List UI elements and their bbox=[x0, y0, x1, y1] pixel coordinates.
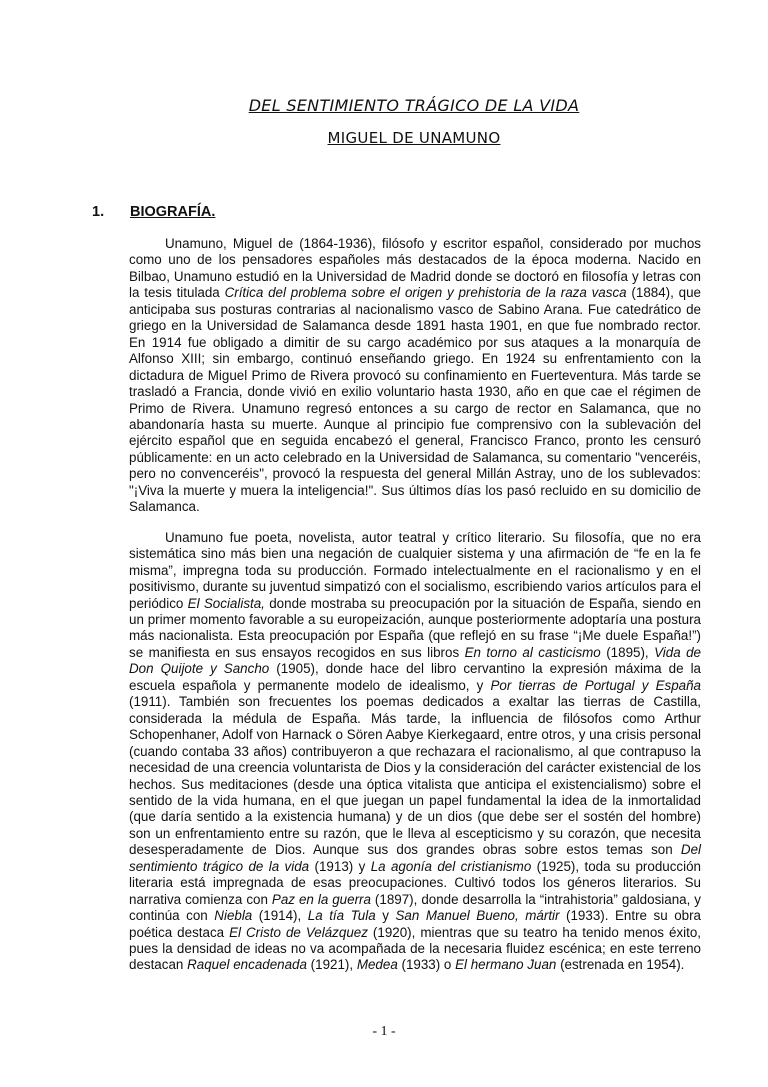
text-run: (1920), mientras que su teatro ha tenido menos éxito, pues la densidad de ideas no va acompañada de la necesaria fluidez escénica; en este terreno destacan bbox=[129, 924, 701, 973]
body-text bbox=[129, 236, 701, 988]
text-run: (1925), toda su producción literaria está impregnada de esas preocupaciones. Cultivó todos los géneros literarios. Su narrativa comienza con bbox=[129, 858, 701, 907]
italic-work-title: Del sentimiento trágico de la vida bbox=[129, 842, 701, 874]
paragraph-biography-2 bbox=[129, 530, 701, 974]
section-heading bbox=[92, 204, 215, 220]
text-run: donde mostraba su preocupación por la situación de España, siendo en un primer momento favorable a su europeización, aunque posteriormente adoptaría una postura más nacionalista. Esta preocupación por España (que reflejó en su frase “¡Me duele España!”) se manifiesta en sus ensayos recogidos en sus libros bbox=[129, 595, 701, 660]
italic-work-title: Vida de Don Quijote y Sancho bbox=[129, 644, 701, 677]
text-run: (1913) y bbox=[309, 858, 371, 874]
section-label: BIOGRAFÍA. bbox=[130, 204, 216, 220]
text-run: (estrenada en 1954). bbox=[556, 957, 685, 973]
italic-work-title: La tía Tula bbox=[307, 908, 376, 924]
text-run: Unamuno, Miguel de (1864-1936), filósofo y escritor español, considerado por muchos como uno de los pensadores españoles más destacados de la época moderna. Nacido en Bilbao, Unamuno estudió en la Universidad de Madrid donde se doctoró en filosofía y letras con la tesis titulada bbox=[129, 236, 701, 301]
italic-work-title: El hermano Juan bbox=[455, 957, 557, 973]
italic-work-title: En torno al casticismo bbox=[464, 644, 601, 660]
italic-work-title: Raquel encadenada bbox=[187, 957, 307, 973]
text-run: (1933). Entre su obra poética destaca bbox=[129, 908, 702, 940]
document-author: MIGUEL DE UNAMUNO bbox=[327, 129, 501, 147]
italic-work-title: El Socialista, bbox=[187, 595, 265, 611]
italic-work-title: El Cristo de Velázquez bbox=[229, 924, 368, 940]
italic-work-title: Por tierras de Portugal y España bbox=[490, 677, 701, 693]
italic-work-title: La agonía del cristianismo bbox=[370, 858, 532, 874]
italic-work-title: San Manuel Bueno, mártir bbox=[395, 908, 560, 924]
paragraph-biography-1 bbox=[129, 236, 701, 516]
text-run: (1914), bbox=[252, 908, 308, 924]
italic-work-title: Paz en la guerra bbox=[271, 891, 371, 907]
text-run: (1911). También son frecuentes los poemas dedicados a exaltar las tierras de Castilla, considerada la médula de España. Más tarde, la influencia de filósofos como Arthur Schopenhaner, Adolf von Harnack o Sören Aabye Kierkegaard, entre otros, y una crisis personal (cuando contaba 33 años) contribuyeron a que rechazara el racionalismo, al que contrapuso la necesidad de una creencia voluntarista de Dios y la consideración del carácter existencial de los hechos. Sus meditaciones (desde una óptica vitalista que anticipa el existencialismo) sobre el sentido de la vida humana, en el que juegan un papel fundamental la idea de la inmortalidad (que daría sentido a la existencia humana) y de un dios (que debe ser el sostén del hombre) son un enfrentamiento entre su razón, que le lleva al escepticismo y su corazón, que necesita desesperadamente de Dios. Aunque sus dos grandes obras sobre estos temas son bbox=[129, 694, 701, 858]
page-number: - 1 - bbox=[372, 1024, 396, 1039]
italic-work-title: Niebla bbox=[214, 908, 253, 924]
text-run: (1895), bbox=[600, 644, 655, 660]
text-run: (1921), bbox=[306, 957, 357, 973]
text-run: (1897), donde desarrolla la “intrahistoria” galdosiana, y continúa con bbox=[129, 891, 701, 924]
text-run: Unamuno fue poeta, novelista, autor teatral y crítico literario. Su filosofía, que no era sistemática sino más bien una negación de cualquier sistema y una afirmación de “fe en la fe misma”, impregna toda su producción. Formado intelectualmente en el racionalismo y en el positivismo, durante su juventud simpatizó con el socialismo, escribiendo varios artículos para el periódico bbox=[129, 529, 701, 611]
text-run: (1933) o bbox=[397, 957, 456, 973]
text-run: (1884), que anticipaba sus posturas contrarias al nacionalismo vasco de Sabino Arana. Fue catedrático de griego en la Universidad de Salamanca desde 1891 hasta 1901, en que fue nombrado rector. En 1914 fue obligado a dimitir de su cargo académico por sus ataques a la monarquía de Alfonso XIII; sin embargo, continuó enseñando griego. En 1924 su enfrentamiento con la dictadura de Miguel Primo de Rivera provocó su confinamiento en Fuerteventura. Más tarde se trasladó a Francia, donde vivió en exilio voluntario hasta 1930, año en que cae el régimen de Primo de Rivera. Unamuno regresó entonces a su cargo de rector en Salamanca, que no abandonaría hasta su muerte. Aunque al principio fue comprensivo con la sublevación del ejército español que en seguida encabezó el general, Francisco Franco, pronto les censuró públicamente: en un acto celebrado en la Universidad de Salamanca, su comentario "venceréis, pero no convenceréis", provocó la respuesta del general Millán Astray, uno de los sublevados: "¡Viva la muerte y muera la inteligencia!". Sus últimos días los pasó recluido en su domicilio de Salamanca. bbox=[129, 285, 702, 515]
italic-work-title: Crítica del problema sobre el origen y prehistoria de la raza vasca bbox=[224, 285, 627, 301]
text-run: y bbox=[375, 908, 396, 924]
document-title: DEL SENTIMIENTO TRÁGICO DE LA VIDA bbox=[248, 96, 580, 115]
italic-work-title: Medea bbox=[356, 957, 398, 973]
text-run: (1905), donde hace del libro cervantino la expresión máxima de la escuela española y permanente modelo de idealismo, y bbox=[129, 661, 701, 693]
section-number: 1. bbox=[92, 204, 105, 220]
